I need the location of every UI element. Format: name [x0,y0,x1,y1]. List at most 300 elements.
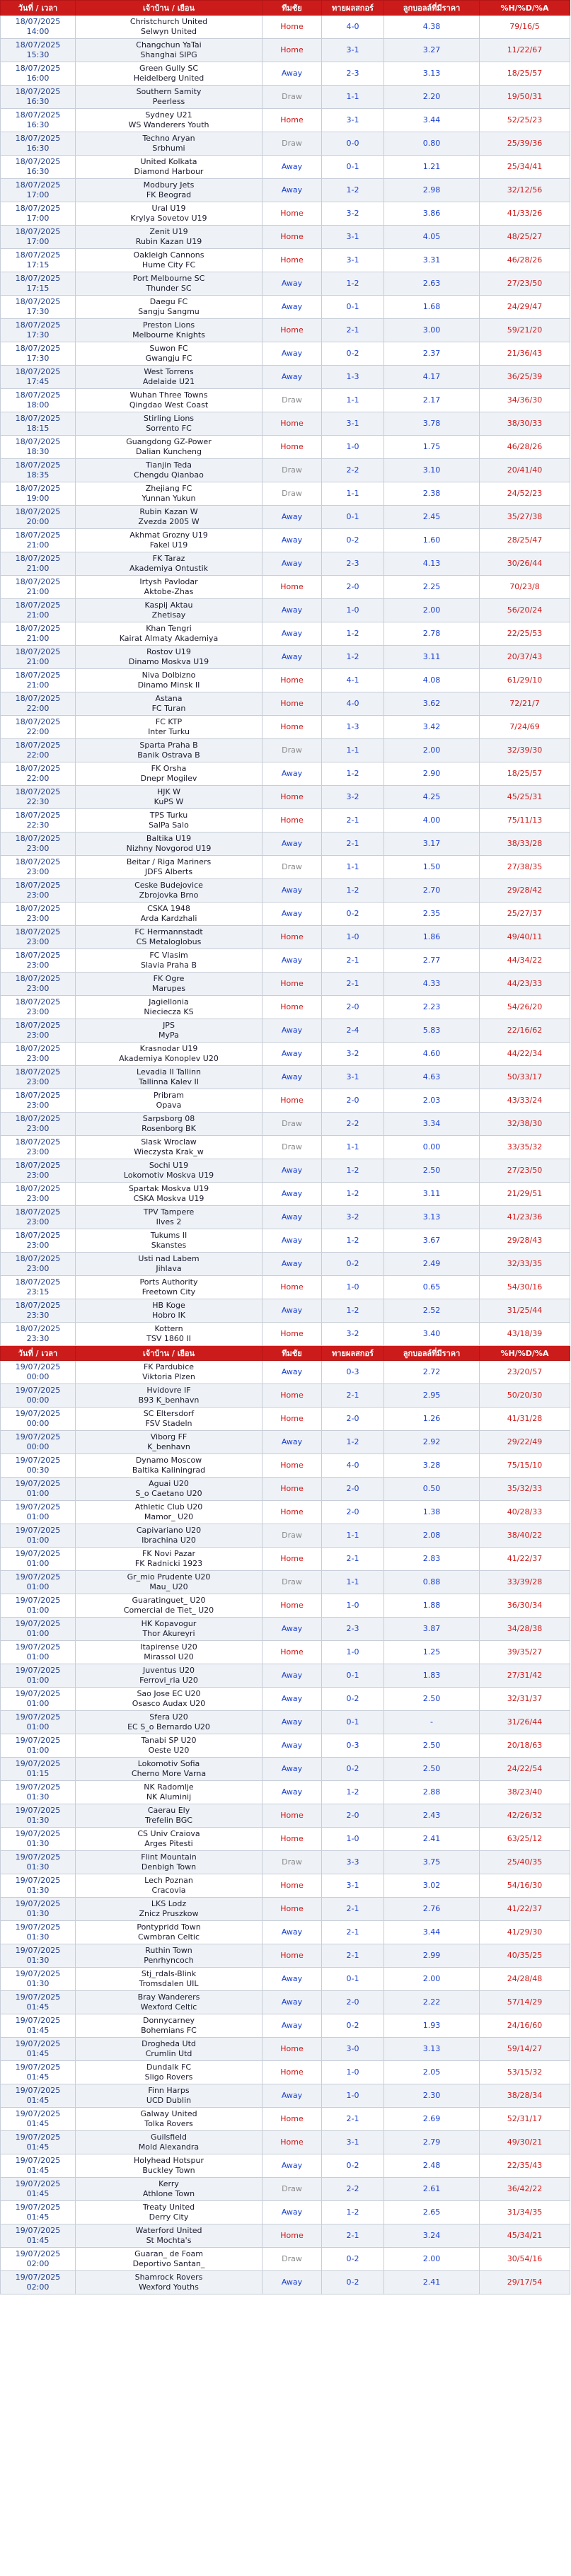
match-date: 18/07/2025 [15,717,61,726]
match-date: 19/07/2025 [15,2062,61,2072]
odds-value: 3.34 [384,1113,480,1136]
teams-cell [76,39,263,62]
home-team: Krasnodar U19 [139,1044,198,1053]
match-date: 18/07/2025 [15,741,61,750]
predicted-score: 1-0 [322,1276,384,1299]
date-time-cell [1,599,76,622]
teams-cell [76,1206,263,1229]
match-date: 18/07/2025 [15,1067,61,1077]
odds-value: 2.00 [384,2248,480,2271]
away-team: Marupes [151,984,186,993]
away-team: Viktoria Plzen [142,1372,195,1381]
odds-value: 4.63 [384,1066,480,1089]
home-team: Pontypridd Town [137,1922,201,1932]
predicted-score: 1-1 [322,1571,384,1594]
date-time-cell [1,739,76,762]
match-time: 23:00 [26,1031,50,1040]
table-row [1,1618,570,1641]
date-time-cell [1,16,76,39]
date-time-cell [1,1781,76,1804]
match-time: 18:35 [26,470,50,480]
teams-cell [76,482,263,506]
teams-cell [76,2224,263,2248]
percentages: 25/34/41 [480,156,570,179]
home-team: Suwon FC [149,344,188,353]
match-time: 00:00 [26,1396,50,1405]
predicted-score: 3-1 [322,109,384,132]
table-row [1,1323,570,1346]
date-time-cell [1,1019,76,1043]
odds-value: 1.75 [384,436,480,459]
predicted-winner: Away [263,2154,322,2178]
match-date: 19/07/2025 [15,2109,61,2118]
teams-cell [76,319,263,342]
predicted-winner: Home [263,692,322,716]
table-row [1,1066,570,1089]
match-date: 18/07/2025 [15,1091,61,1100]
percentages: 33/35/32 [480,1136,570,1159]
away-team: UCD Dublin [146,2096,192,2105]
date-time-cell [1,1874,76,1898]
away-team: Dalian Kuncheng [136,447,202,456]
match-date: 18/07/2025 [15,1021,61,1030]
date-time-cell [1,1571,76,1594]
date-time-cell [1,39,76,62]
match-time: 16:00 [26,74,50,83]
table-row [1,1431,570,1454]
percentages: 40/28/33 [480,1501,570,1524]
date-time-cell [1,1043,76,1066]
odds-value: 3.28 [384,1454,480,1478]
table-row [1,903,570,926]
home-team: Galway United [140,2109,197,2118]
predicted-score: 2-0 [322,1804,384,1828]
date-time-cell [1,1664,76,1688]
match-date: 18/07/2025 [15,204,61,213]
teams-cell [76,296,263,319]
table-row [1,1828,570,1851]
home-team: Tukums II [150,1231,188,1240]
predicted-winner: Home [263,2224,322,2248]
match-date: 18/07/2025 [15,390,61,400]
percentages: 54/30/16 [480,1276,570,1299]
teams-cell [76,622,263,646]
away-team: JDFS Alberts [144,867,193,876]
table-row [1,1991,570,2014]
away-team: Lokomotiv Moskva U19 [123,1171,214,1180]
table-row [1,1898,570,1921]
away-team: Znicz Pruszkow [139,1909,199,1918]
match-date: 18/07/2025 [15,17,61,26]
predicted-winner: Draw [263,1136,322,1159]
predicted-winner: Away [263,1781,322,1804]
match-time: 23:00 [26,1054,50,1063]
match-time: 14:00 [26,27,50,36]
predicted-winner: Away [263,879,322,903]
away-team: Athlone Town [142,2189,195,2198]
match-time: 21:00 [26,680,50,690]
date-time-cell [1,1206,76,1229]
date-time-cell [1,856,76,879]
home-team: Aguai U20 [149,1479,189,1488]
predicted-winner: Draw [263,1113,322,1136]
match-date: 18/07/2025 [15,1161,61,1170]
predicted-winner: Draw [263,86,322,109]
table-row [1,2154,570,2178]
predicted-winner: Home [263,319,322,342]
odds-value: 2.50 [384,1688,480,1711]
away-team: Nizhny Novgorod U19 [126,844,212,853]
teams-cell [76,879,263,903]
match-time: 18:15 [26,424,50,433]
percentages: 11/22/67 [480,39,570,62]
date-time-cell [1,1229,76,1253]
match-time: 21:00 [26,657,50,666]
table-row [1,1408,570,1431]
predicted-score: 1-2 [322,646,384,669]
predicted-score: 1-2 [322,622,384,646]
predicted-winner: Away [263,62,322,86]
home-team: Itapirense U20 [140,1642,197,1652]
match-time: 00:00 [26,1442,50,1451]
predicted-winner: Away [263,1688,322,1711]
percentages: 38/28/34 [480,2084,570,2108]
match-date: 19/07/2025 [15,2179,61,2188]
predicted-winner: Away [263,1019,322,1043]
home-team: FC KTP [155,717,183,726]
teams-cell [76,342,263,366]
match-date: 18/07/2025 [15,1231,61,1240]
date-time-cell [1,1944,76,1968]
match-date: 18/07/2025 [15,134,61,143]
table-row [1,86,570,109]
match-date: 18/07/2025 [15,1277,61,1287]
odds-value: 3.24 [384,2224,480,2248]
table-row [1,1501,570,1524]
home-team: Baltika U19 [146,834,192,843]
away-team: CSKA Moskva U19 [133,1194,204,1203]
predicted-winner: Away [263,1229,322,1253]
predicted-score: 2-0 [322,1501,384,1524]
teams-cell [76,1781,263,1804]
percentages: 59/14/27 [480,2038,570,2061]
teams-cell [76,832,263,856]
match-time: 15:30 [26,50,50,59]
match-time: 02:00 [26,2282,50,2292]
table-row [1,716,570,739]
odds-value: 2.92 [384,1431,480,1454]
home-team: TPS Turku [149,811,188,820]
predicted-score: 0-1 [322,156,384,179]
percentages: 75/11/13 [480,809,570,832]
match-date: 18/07/2025 [15,601,61,610]
odds-value: 2.98 [384,179,480,202]
predictions-table-body [1,1,570,2294]
percentages: 48/25/27 [480,226,570,249]
home-team: TPV Tampere [143,1207,195,1217]
away-team: Melbourne Knights [132,330,205,340]
odds-value: 4.13 [384,552,480,576]
match-date: 18/07/2025 [15,554,61,563]
match-time: 02:00 [26,2259,50,2268]
date-time-cell [1,2271,76,2294]
date-time-cell [1,342,76,366]
away-team: Nieciecza KS [144,1007,194,1016]
date-time-cell [1,1641,76,1664]
home-team: Guaran_ de Foam [134,2249,203,2258]
odds-value: 2.49 [384,1253,480,1276]
predicted-score: 1-2 [322,1431,384,1454]
table-row [1,1571,570,1594]
teams-cell [76,786,263,809]
odds-value: 2.00 [384,599,480,622]
away-team: Mau_ U20 [149,1582,188,1591]
predicted-score: 4-0 [322,16,384,39]
match-time: 01:00 [26,1582,50,1591]
teams-cell [76,1501,263,1524]
match-date: 18/07/2025 [15,834,61,843]
match-time: 22:00 [26,727,50,736]
match-time: 21:00 [26,634,50,643]
home-team: Khan Tengri [146,624,192,633]
predicted-winner: Away [263,2271,322,2294]
match-date: 18/07/2025 [15,180,61,190]
date-time-cell [1,1851,76,1874]
predicted-winner: Draw [263,739,322,762]
table-row [1,109,570,132]
predicted-winner: Away [263,366,322,389]
teams-cell [76,1431,263,1454]
odds-value: 2.61 [384,2178,480,2201]
predicted-winner: Away [263,599,322,622]
match-date: 18/07/2025 [15,274,61,283]
percentages: 20/41/40 [480,459,570,482]
home-team: HK Kopavogur [141,1619,197,1628]
away-team: Wieczysta Krak_w [134,1147,204,1156]
teams-cell [76,179,263,202]
match-time: 17:30 [26,330,50,340]
home-team: Spartak Moskva U19 [128,1184,209,1193]
percentages: 49/30/21 [480,2131,570,2154]
table-row [1,576,570,599]
match-date: 18/07/2025 [15,157,61,166]
teams-cell [76,1043,263,1066]
date-time-cell [1,576,76,599]
home-team: Irtysh Pavlodar [139,577,198,586]
match-date: 19/07/2025 [15,1876,61,1885]
match-time: 23:00 [26,961,50,970]
percentages: 27/31/42 [480,1664,570,1688]
odds-value: 1.86 [384,926,480,949]
match-date: 18/07/2025 [15,1137,61,1147]
predicted-winner: Home [263,716,322,739]
away-team: Hume City FC [142,260,196,269]
date-time-cell [1,716,76,739]
away-team: Tallinna Kalev II [138,1077,200,1086]
odds-value: 0.50 [384,1478,480,1501]
match-date: 18/07/2025 [15,881,61,890]
predicted-score: 0-2 [322,2248,384,2271]
table-row [1,809,570,832]
match-date: 19/07/2025 [15,1386,61,1395]
away-team: St Mochta's [146,2236,192,2245]
date-time-cell [1,832,76,856]
away-team: B93 K_benhavn [138,1396,200,1405]
away-team: Ferrovi_ria U20 [139,1676,198,1685]
date-time-cell [1,506,76,529]
match-time: 20:00 [26,517,50,526]
match-time: 23:00 [26,937,50,946]
teams-cell [76,2061,263,2084]
percentages: 32/12/56 [480,179,570,202]
away-team: WS Wanderers Youth [128,120,209,129]
home-team: Beitar / Riga Mariners [126,857,212,866]
predicted-score: 2-1 [322,2108,384,2131]
table-row [1,1229,570,1253]
match-time: 21:00 [26,540,50,550]
odds-value: 2.88 [384,1781,480,1804]
match-time: 01:45 [26,2049,50,2058]
home-team: Tianjin Teda [145,460,192,470]
match-time: 01:00 [26,1746,50,1755]
match-time: 01:00 [26,1512,50,1521]
match-time: 01:30 [26,1839,50,1848]
predicted-winner: Home [263,1944,322,1968]
teams-cell [76,1183,263,1206]
odds-value: 3.11 [384,1183,480,1206]
odds-value: 0.80 [384,132,480,156]
teams-cell [76,1361,263,1384]
predicted-score: 0-3 [322,1361,384,1384]
date-time-cell [1,2038,76,2061]
table-row [1,1921,570,1944]
away-team: Penrhyncoch [144,1956,194,1965]
teams-cell [76,1384,263,1408]
predicted-winner: Away [263,1991,322,2014]
teams-cell [76,436,263,459]
home-team: Donnycarney [142,2016,195,2025]
away-team: Yunnan Yukun [142,494,196,503]
predicted-score: 1-3 [322,716,384,739]
date-time-cell [1,1758,76,1781]
match-date: 19/07/2025 [15,1549,61,1558]
odds-value: 2.38 [384,482,480,506]
predicted-winner: Home [263,412,322,436]
odds-value: 2.41 [384,1828,480,1851]
teams-cell [76,132,263,156]
match-date: 18/07/2025 [15,250,61,260]
match-time: 23:00 [26,1264,50,1273]
predicted-winner: Home [263,202,322,226]
date-time-cell [1,1066,76,1089]
teams-cell [76,576,263,599]
date-time-cell [1,459,76,482]
match-date: 18/07/2025 [15,460,61,470]
header-odds: ลูกบอลล์ที่มีราคา [384,1346,480,1361]
match-date: 18/07/2025 [15,1324,61,1333]
match-date: 18/07/2025 [15,904,61,913]
percentages: 28/25/47 [480,529,570,552]
percentages: 30/54/16 [480,2248,570,2271]
away-team: Ilves 2 [156,1217,182,1226]
table-row [1,459,570,482]
away-team: Gwangju FC [145,354,192,363]
match-time: 23:00 [26,914,50,923]
odds-value: 2.99 [384,1944,480,1968]
teams-cell [76,669,263,692]
table-row [1,949,570,973]
predicted-winner: Draw [263,856,322,879]
away-team: Shanghai SIPG [140,50,197,59]
match-time: 22:00 [26,750,50,760]
home-team: FC Vlasim [149,951,188,960]
predicted-winner: Draw [263,1524,322,1548]
away-team: Dnepr Mogilev [140,774,197,783]
date-time-cell [1,2014,76,2038]
predicted-score: 4-0 [322,1454,384,1478]
percentages: 38/30/33 [480,412,570,436]
home-team: Caerau Ely [147,1806,190,1815]
date-time-cell [1,2061,76,2084]
percentages: 52/25/23 [480,109,570,132]
away-team: K_benhavn [147,1442,190,1451]
percentages: 72/21/7 [480,692,570,716]
away-team: Sorrento FC [146,424,192,433]
match-time: 23:00 [26,867,50,876]
away-team: Comercial de Tiet_ U20 [123,1606,214,1615]
predicted-winner: Home [263,973,322,996]
teams-cell [76,1874,263,1898]
percentages: 38/40/22 [480,1524,570,1548]
percentages: 79/16/5 [480,16,570,39]
away-team: Skanstes [151,1241,187,1250]
teams-cell [76,62,263,86]
percentages: 53/15/32 [480,2061,570,2084]
match-time: 01:30 [26,1886,50,1895]
match-time: 00:30 [26,1466,50,1475]
header-percentages: %H/%D/%A [480,1,570,16]
predicted-score: 2-1 [322,832,384,856]
predicted-score: 0-2 [322,2154,384,2178]
percentages: 50/33/17 [480,1066,570,1089]
table-row [1,296,570,319]
home-team: Treaty United [142,2203,195,2212]
away-team: FSV Stadeln [145,1419,192,1428]
match-time: 01:45 [26,2166,50,2175]
percentages: 18/25/57 [480,762,570,786]
table-row [1,926,570,949]
predicted-score: 0-2 [322,903,384,926]
home-team: Zhejiang FC [145,484,192,493]
date-time-cell [1,1384,76,1408]
match-date: 18/07/2025 [15,1254,61,1263]
percentages: 41/23/36 [480,1206,570,1229]
percentages: 52/31/17 [480,2108,570,2131]
home-team: Oakleigh Cannons [133,250,204,260]
table-row [1,319,570,342]
predicted-score: 2-3 [322,552,384,576]
table-row [1,2061,570,2084]
percentages: 54/26/20 [480,996,570,1019]
percentages: 43/18/39 [480,1323,570,1346]
date-time-cell [1,156,76,179]
match-date: 18/07/2025 [15,647,61,656]
match-time: 01:30 [26,1792,50,1802]
teams-cell [76,1019,263,1043]
match-time: 01:45 [26,2026,50,2035]
predicted-winner: Home [263,669,322,692]
predicted-score: 1-0 [322,1594,384,1618]
